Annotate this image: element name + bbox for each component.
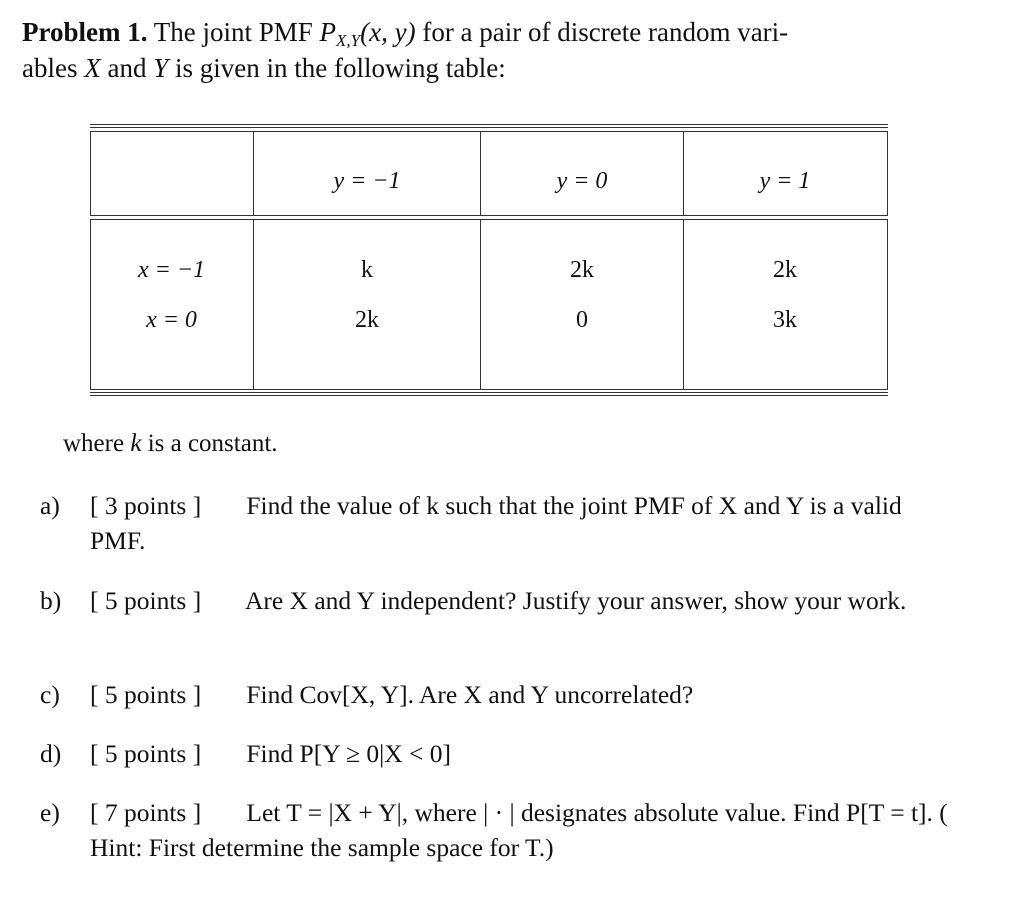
problem-label: Problem 1. <box>22 17 148 47</box>
row-header-x-0: x = 0 <box>146 307 197 333</box>
column-divider <box>253 219 254 390</box>
col-header-y-1: y = 1 <box>759 168 811 194</box>
table-cell: 0 <box>576 307 588 333</box>
question-text: Find Cov[X, Y]. Are X and Y uncorrelated? <box>246 680 694 709</box>
question-points: [ 3 points ] <box>90 491 202 520</box>
question-letter: d) <box>40 739 62 768</box>
table-cell: k <box>361 257 373 283</box>
column-divider <box>683 219 684 390</box>
table-cell: 3k <box>773 307 797 333</box>
table-body-box <box>90 219 888 390</box>
pmf-args: (x, y) <box>360 17 416 47</box>
table-bottom-rule <box>90 395 888 396</box>
question-letter: a) <box>40 491 60 520</box>
question-text: Are X and Y independent? Justify your answer, show your work. <box>244 586 907 615</box>
statement-text: and <box>107 53 147 83</box>
column-divider <box>480 219 481 390</box>
table-top-rule <box>90 124 888 125</box>
where-suffix: is a constant. <box>147 430 278 457</box>
row-header-x-neg1: x = −1 <box>137 257 206 283</box>
statement-text: is given in the following table: <box>175 53 506 83</box>
constant-k: k <box>130 430 142 457</box>
question-letter: c) <box>40 680 60 709</box>
table-bottom-rule <box>90 392 888 393</box>
table-top-rule <box>90 127 888 128</box>
question-points: [ 7 points ] <box>90 798 202 827</box>
statement-text: ables <box>22 53 78 83</box>
where-note <box>63 430 278 458</box>
question-points: [ 5 points ] <box>90 680 202 709</box>
var-y: Y <box>153 53 169 83</box>
where-prefix: where <box>63 430 125 457</box>
question-text: Find the value of k such that the joint PMF of X and Y is a valid PMF. <box>90 491 902 555</box>
col-header-y-0: y = 0 <box>556 168 608 194</box>
table-cell: 2k <box>355 307 379 333</box>
question-text: Find P[Y ≥ 0|X < 0] <box>246 739 452 768</box>
question-text: Let T = |X + Y|, where | · | designates absolute value. Find P[T = t]. ( Hint: First determine the sample space for T.) <box>90 798 948 862</box>
question-points: [ 5 points ] <box>90 586 202 615</box>
question-letter: b) <box>40 586 62 615</box>
table-cell: 2k <box>570 257 594 283</box>
pmf-symbol: P <box>319 17 337 47</box>
table-cell: 2k <box>773 257 797 283</box>
question-letter: e) <box>40 798 60 827</box>
question-points: [ 5 points ] <box>90 739 202 768</box>
statement-text: The joint PMF <box>153 17 313 47</box>
pmf-table <box>90 124 888 396</box>
statement-text: for a pair of discrete random vari- <box>422 17 789 47</box>
problem-statement <box>22 14 982 86</box>
var-x: X <box>84 53 101 83</box>
pmf-subscript: X,Y <box>336 31 361 50</box>
col-header-y-neg1: y = −1 <box>333 168 401 194</box>
